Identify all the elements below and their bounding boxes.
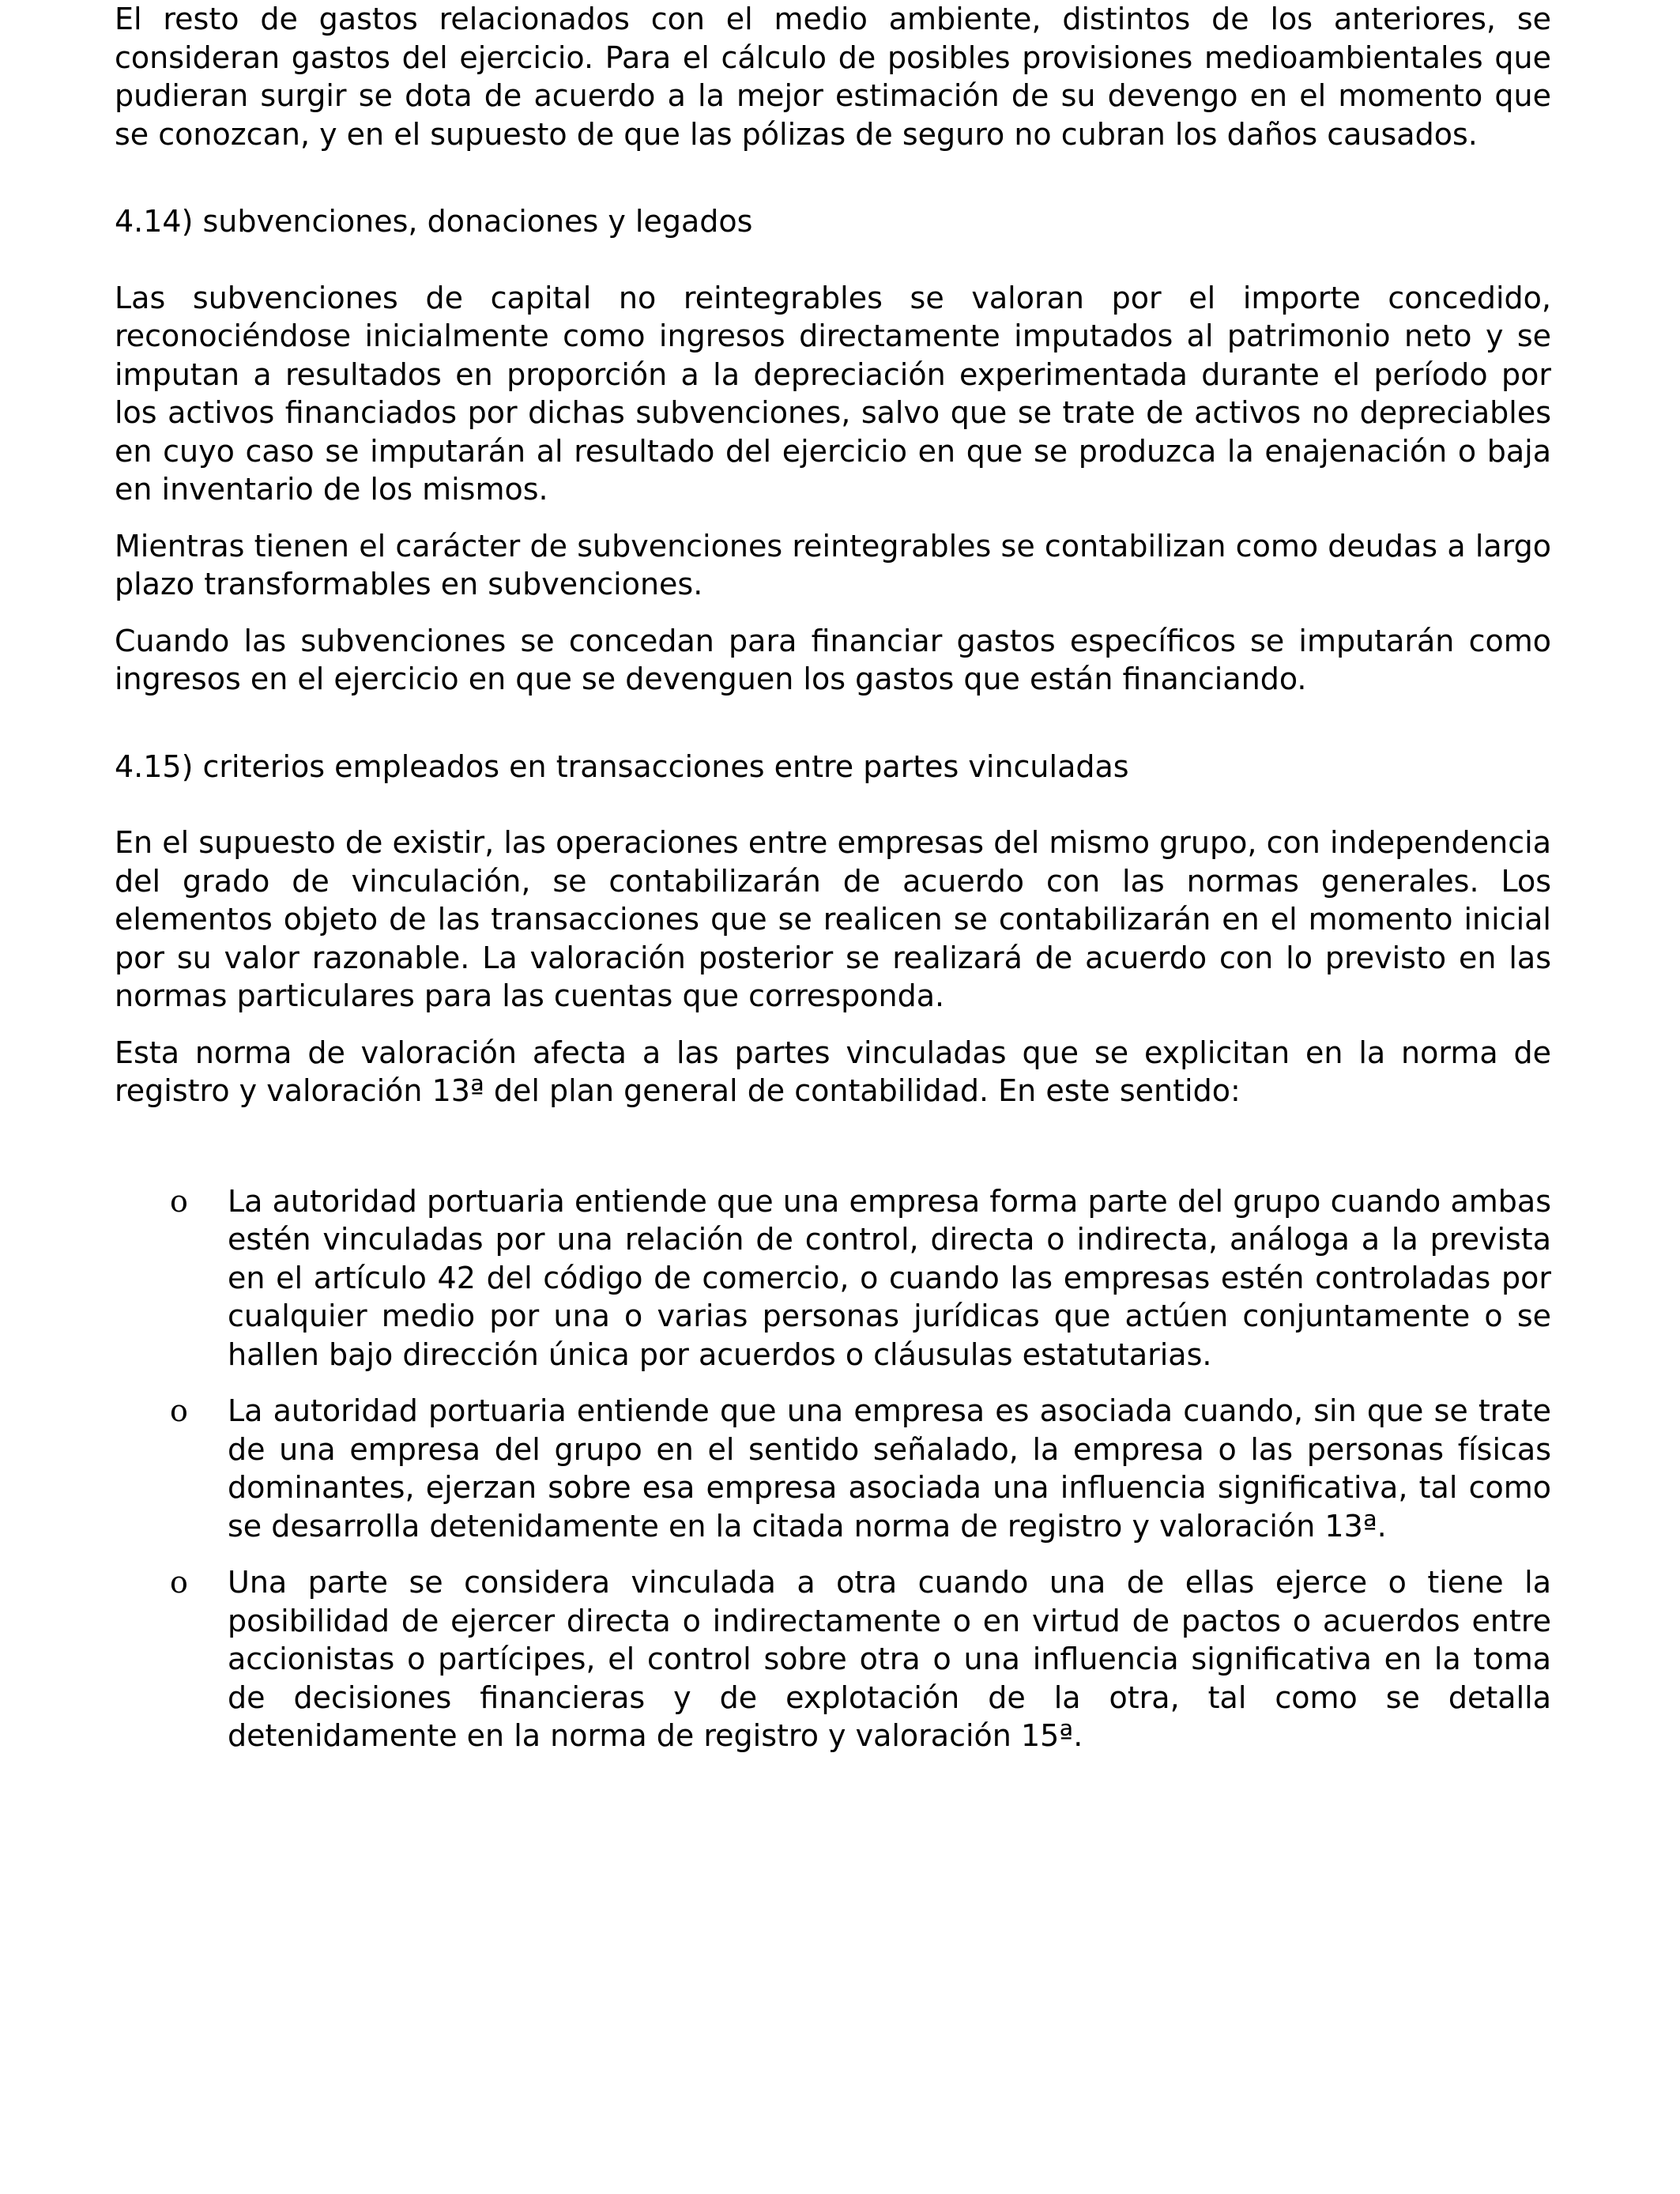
section-heading-4-15: 4.15) criterios empleados en transacciones entre partes vinculadas xyxy=(115,748,1129,784)
list-item xyxy=(115,1182,1551,1374)
paragraph-norma-valoracion: Esta norma de valoración afecta a las partes vinculadas que se explicitan en la norma de registro y valoración 13ª del plan general de contabilidad. En este sentido: xyxy=(115,1035,1551,1108)
bullet-circle-icon: o xyxy=(170,1393,188,1428)
bullet-text-vinculada: Una parte se considera vinculada a otra cuando una de ellas ejerce o tiene la posibilidad de ejercer directa o indirectamente o en virtud de pactos o acuerdos entre accionistas o partícipes, el control sobre otra o una influencia significativa en la toma de decisiones financieras y de explotación de la otra, tal como se detalla detenidamente en la norma de registro y valoración 15ª. xyxy=(228,1565,1551,1753)
list-item xyxy=(115,1392,1551,1545)
paragraph-operaciones-grupo: En el supuesto de existir, las operaciones entre empresas del mismo grupo, con independencia del grado de vinculación, se contabilizarán de acuerdo con las normas generales. Los elementos objeto de las transacciones que se realicen se contabilizarán en el momento inicial por su valor razonable. La valoración posterior se realizará de acuerdo con lo previsto en las normas particulares para las cuentas que corresponda. xyxy=(115,825,1551,1013)
bullet-circle-icon: o xyxy=(170,1183,188,1219)
paragraph-subvenciones-reintegrables: Mientras tienen el carácter de subvenciones reintegrables se contabilizan como deudas a largo plazo transformables en subvenciones. xyxy=(115,528,1551,601)
list-item xyxy=(115,1563,1551,1755)
document-page xyxy=(115,0,1551,1755)
bullet-text-asociada: La autoridad portuaria entiende que una empresa es asociada cuando, sin que se trate de una empresa del grupo en el sentido señalado, la empresa o las personas físicas dominantes, ejerzan sobre esa empresa asociada una influencia significativa, tal como se desarrolla detenidamente en la citada norma de registro y valoración 13ª. xyxy=(228,1393,1551,1544)
paragraph-subvenciones-capital: Las subvenciones de capital no reintegrables se valoran por el importe concedido, reconociéndose inicialmente como ingresos directamente imputados al patrimonio neto y se imputan a resultados en proporción a la depreciación experimentada durante el período por los activos financiados por dichas subvenciones, salvo que se trate de activos no depreciables en cuyo caso se imputarán al resultado del ejercicio en que se produzca la enajenación o baja en inventario de los mismos. xyxy=(115,280,1551,507)
intro-paragraph: El resto de gastos relacionados con el medio ambiente, distintos de los anteriores, se consideran gastos del ejercicio. Para el cálculo de posibles provisiones medioambientales que pudieran surgir se dota de acuerdo a la mejor estimación de su devengo en el momento que se conozcan, y en el supuesto de que las pólizas de seguro no cubran los daños causados. xyxy=(115,2,1551,152)
bullet-circle-icon: o xyxy=(170,1565,188,1600)
paragraph-subvenciones-gastos: Cuando las subvenciones se concedan para financiar gastos específicos se imputarán como ingresos en el ejercicio en que se devenguen los gastos que están financiando. xyxy=(115,623,1551,696)
bullet-text-grupo: La autoridad portuaria entiende que una empresa forma parte del grupo cuando ambas estén vinculadas por una relación de control, directa o indirecta, análoga a la prevista en el artículo 42 del código de comercio, o cuando las empresas estén controladas por cualquier medio por una o varias personas jurídicas que actúen conjuntamente o se hallen bajo dirección única por acuerdos o cláusulas estatutarias. xyxy=(228,1183,1551,1372)
bullet-list xyxy=(115,1182,1551,1755)
section-heading-4-14: 4.14) subvenciones, donaciones y legados xyxy=(115,204,753,239)
